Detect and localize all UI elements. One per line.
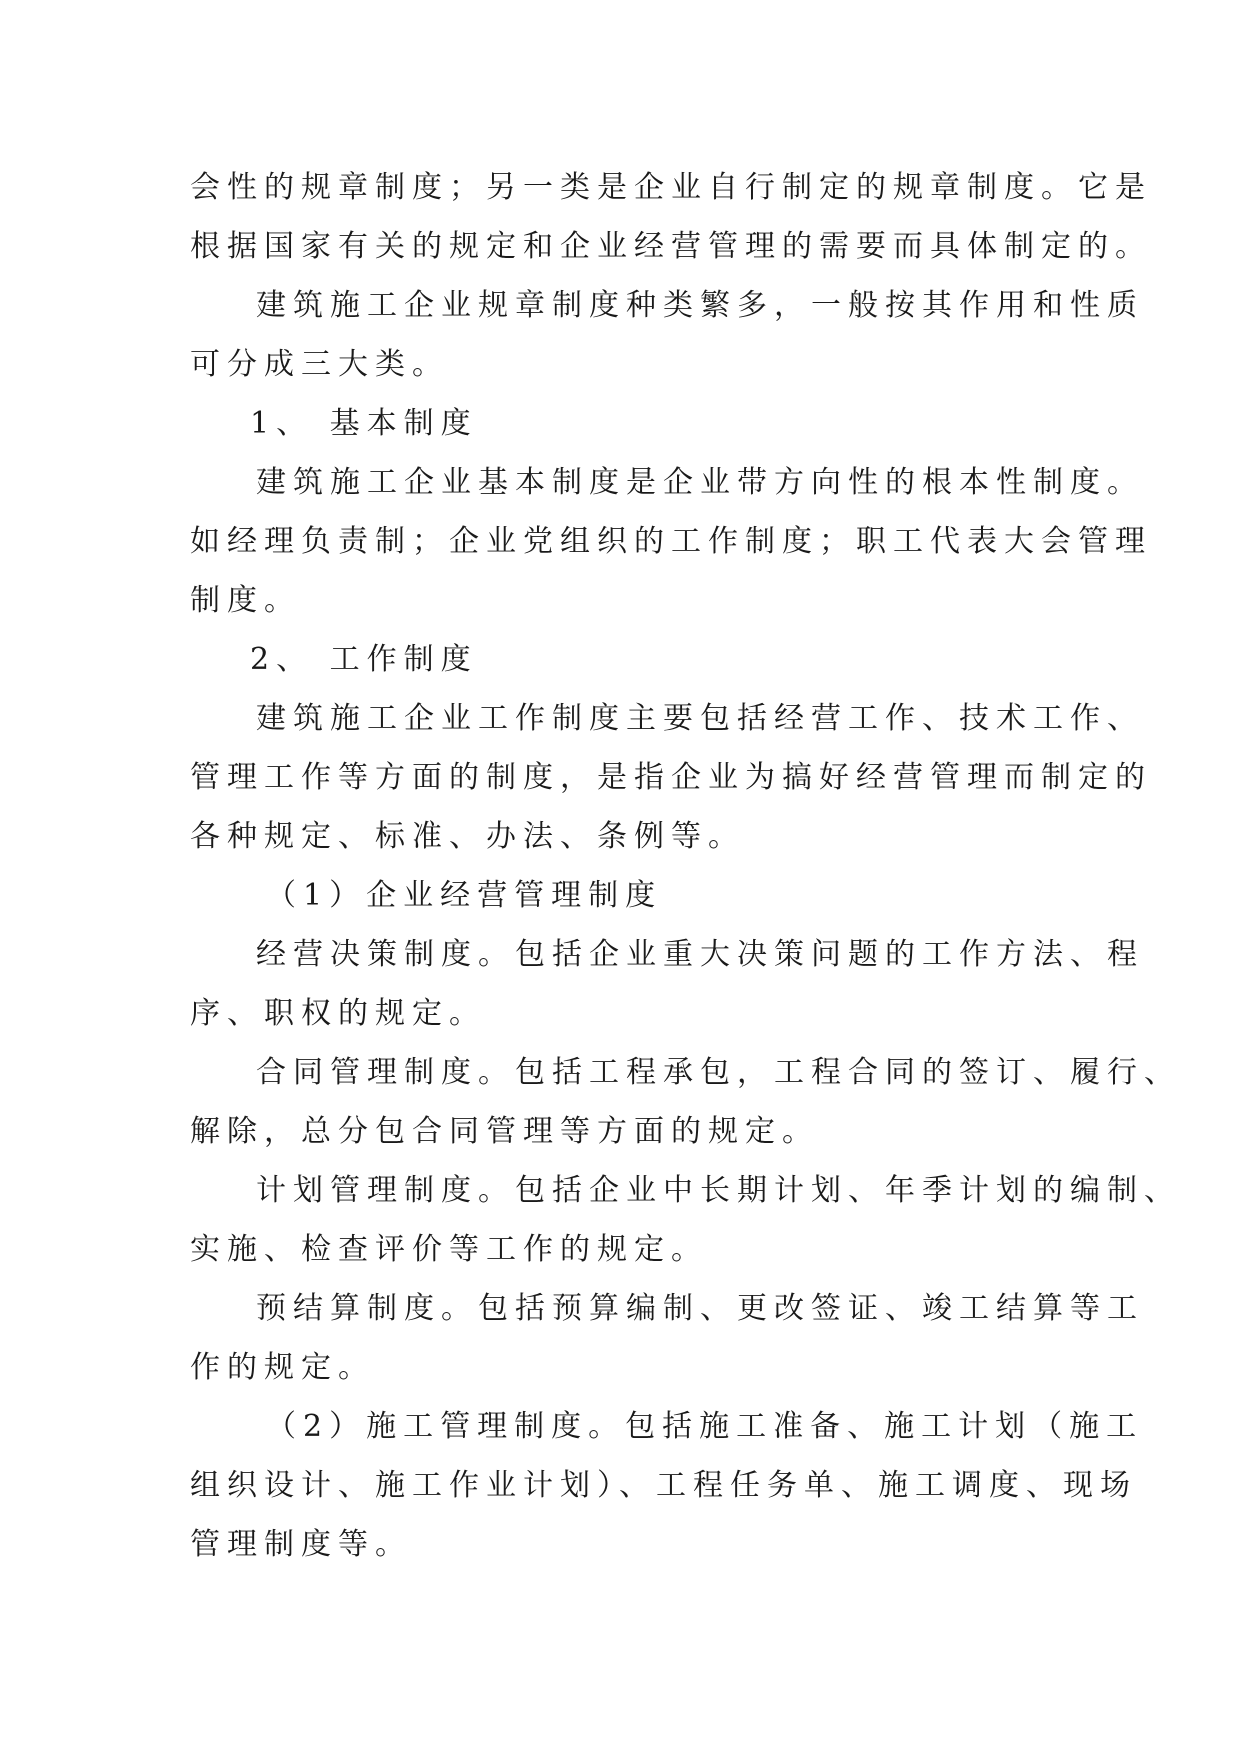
body-text-line: 各种规定、标准、办法、条例等。 <box>190 819 745 854</box>
subsection-heading-1: （1）企业经营管理制度 <box>266 878 663 913</box>
body-text-line: 管理工作等方面的制度，是指企业为搞好经营管理而制定的 <box>190 760 1152 795</box>
body-text-line: 根据国家有关的规定和企业经营管理的需要而具体制定的。 <box>190 229 1152 264</box>
subsection-heading-2: （2）施工管理制度。包括施工准备、施工计划（施工 <box>266 1409 1144 1444</box>
paragraph-first-line: 经营决策制度。包括企业重大决策问题的工作方法、程 <box>256 937 1144 972</box>
document-body <box>190 158 1181 1574</box>
body-text-line: 如经理负责制；企业党组织的工作制度；职工代表大会管理 <box>190 524 1152 559</box>
body-text-line: 序、职权的规定。 <box>190 996 486 1031</box>
paragraph-first-line: 建筑施工企业工作制度主要包括经营工作、技术工作、 <box>256 701 1144 736</box>
body-text-line: 会性的规章制度；另一类是企业自行制定的规章制度。它是 <box>190 170 1152 205</box>
body-text-line: 实施、检查评价等工作的规定。 <box>190 1232 708 1267</box>
body-text-line: 制度。 <box>190 583 301 618</box>
body-text-line: 作的规定。 <box>190 1350 375 1385</box>
paragraph-first-line: 计划管理制度。包括企业中长期计划、年季计划的编制、 <box>256 1173 1181 1208</box>
paragraph-first-line: 预结算制度。包括预算编制、更改签证、竣工结算等工 <box>256 1291 1144 1326</box>
body-text-line: 组织设计、施工作业计划）、工程任务单、施工调度、现场 <box>190 1468 1137 1503</box>
body-text-line: 可分成三大类。 <box>190 347 449 382</box>
paragraph-first-line: 建筑施工企业规章制度种类繁多，一般按其作用和性质 <box>256 288 1144 323</box>
paragraph-first-line: 合同管理制度。包括工程承包，工程合同的签订、履行、 <box>256 1055 1181 1090</box>
paragraph-first-line: 建筑施工企业基本制度是企业带方向性的根本性制度。 <box>256 465 1144 500</box>
body-text-line: 解除，总分包合同管理等方面的规定。 <box>190 1114 819 1149</box>
section-heading-2: 2、 工作制度 <box>250 642 478 677</box>
body-text-line: 管理制度等。 <box>190 1527 412 1562</box>
section-heading-1: 1、 基本制度 <box>250 406 478 441</box>
